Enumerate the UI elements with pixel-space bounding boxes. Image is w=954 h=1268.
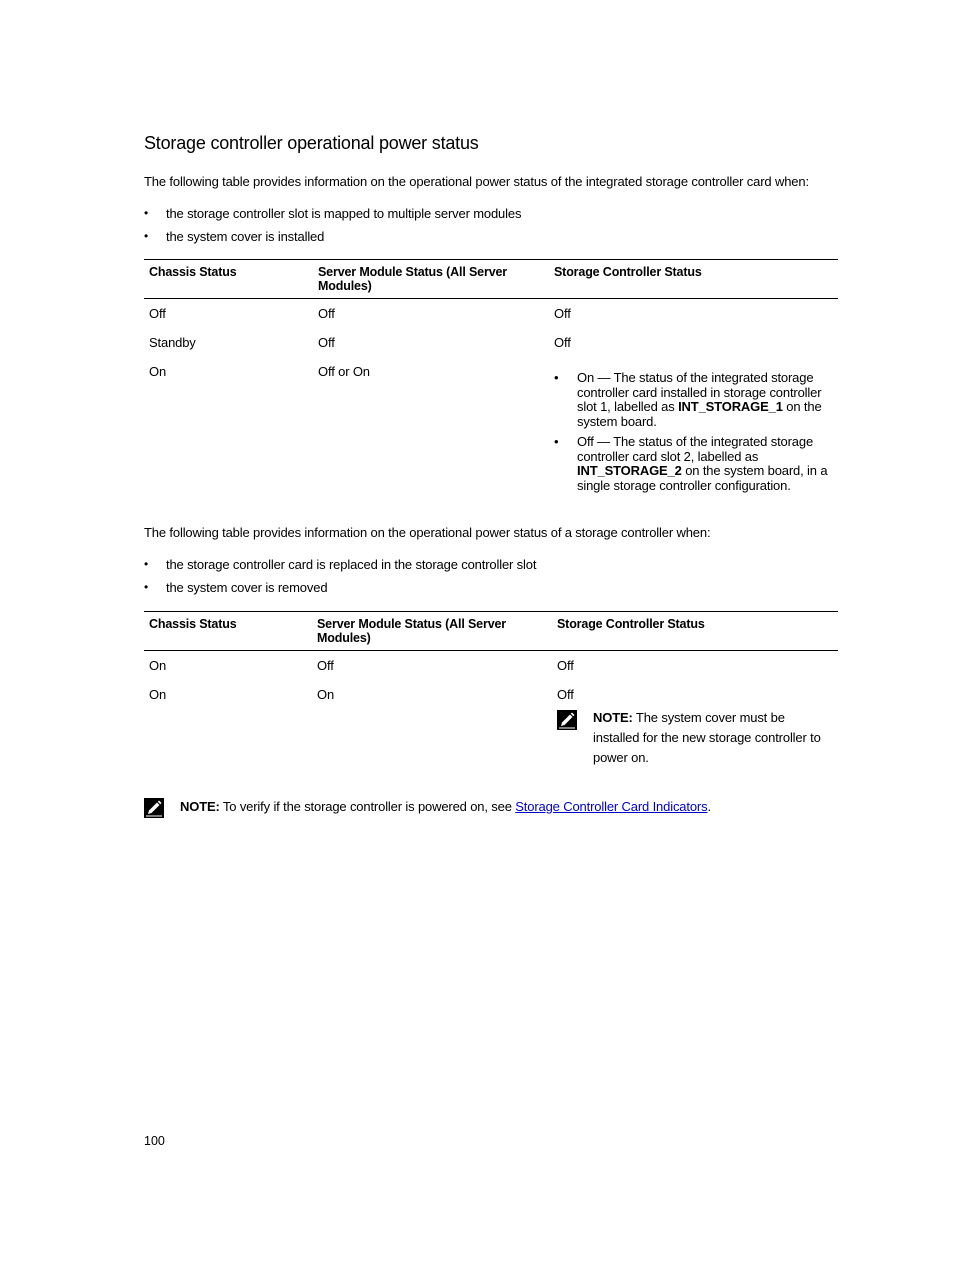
table-cell — [549, 357, 838, 506]
table-note — [557, 708, 833, 768]
list-item: • the storage controller card is replaced in the storage controller slot — [144, 557, 536, 580]
header-server-module-status: Server Module Status (All Server Modules) — [318, 265, 508, 293]
section-title: Storage controller operational power status — [144, 133, 479, 153]
bullet-list-1 — [144, 206, 521, 251]
bottom-note — [144, 797, 874, 817]
table-row — [144, 651, 838, 681]
list-item: • the storage controller slot is mapped to multiple server modules — [144, 206, 521, 229]
note-text: To verify if the storage controller is powered on, see — [219, 799, 516, 814]
table-cell: Off — [557, 658, 574, 673]
note-end: . — [707, 799, 711, 814]
list-item: • Off — The status of the integrated storage controller card slot 2, labelled as INT_STORAGE_2 on the system board, in a single storage controller configuration. — [554, 435, 833, 493]
storage-controller-card-indicators-link[interactable]: Storage Controller Card Indicators — [515, 799, 708, 814]
table-header-row — [144, 260, 838, 299]
table-cell: Off — [317, 658, 334, 673]
table-cell: Off — [318, 306, 335, 321]
power-status-table-1 — [144, 259, 838, 506]
note-pencil-icon — [144, 798, 164, 818]
note-label: NOTE: — [593, 710, 633, 725]
table-cell: On — [149, 364, 167, 379]
header-storage-controller-status: Storage Controller Status — [554, 265, 702, 279]
page-number: 100 — [144, 1134, 165, 1148]
header-server-module-status: Server Module Status (All Server Modules) — [317, 617, 507, 645]
intro-paragraph-2: The following table provides information on the operational power status of a storage controller when: — [144, 525, 711, 540]
table-cell: On — [149, 687, 167, 702]
header-storage-controller-status: Storage Controller Status — [557, 617, 705, 631]
table-cell-value: Off — [557, 687, 574, 702]
table-cell: On — [149, 658, 167, 673]
status-detail-list — [554, 371, 833, 493]
header-chassis-status: Chassis Status — [149, 265, 237, 279]
table-cell: Off — [149, 306, 166, 321]
table-cell: Standby — [149, 335, 196, 350]
table-cell: Off — [318, 335, 335, 350]
header-chassis-status: Chassis Status — [149, 617, 237, 631]
table-header-row — [144, 612, 838, 651]
table-row — [144, 328, 838, 357]
table-cell: Off or On — [318, 364, 370, 379]
table-row — [144, 299, 838, 329]
table-row — [144, 680, 838, 775]
table-row — [144, 357, 838, 506]
table-cell: Off — [554, 306, 571, 321]
power-status-table-2 — [144, 611, 838, 775]
note-text: The system cover must be installed for the new storage controller to power on. — [593, 710, 821, 765]
list-item: • the system cover is removed — [144, 580, 536, 603]
list-item: • the system cover is installed — [144, 229, 521, 252]
note-pencil-icon — [557, 710, 577, 730]
table-cell — [552, 680, 838, 775]
list-item: • On — The status of the integrated storage controller card installed in storage controller slot 1, labelled as INT_STORAGE_1 on the system board. — [554, 371, 833, 429]
table-cell: Off — [554, 335, 571, 350]
bullet-list-2 — [144, 557, 536, 602]
intro-paragraph-1: The following table provides information on the operational power status of the integrated storage controller card when: — [144, 174, 809, 189]
note-label: NOTE: — [180, 799, 220, 814]
table-cell: On — [317, 687, 335, 702]
